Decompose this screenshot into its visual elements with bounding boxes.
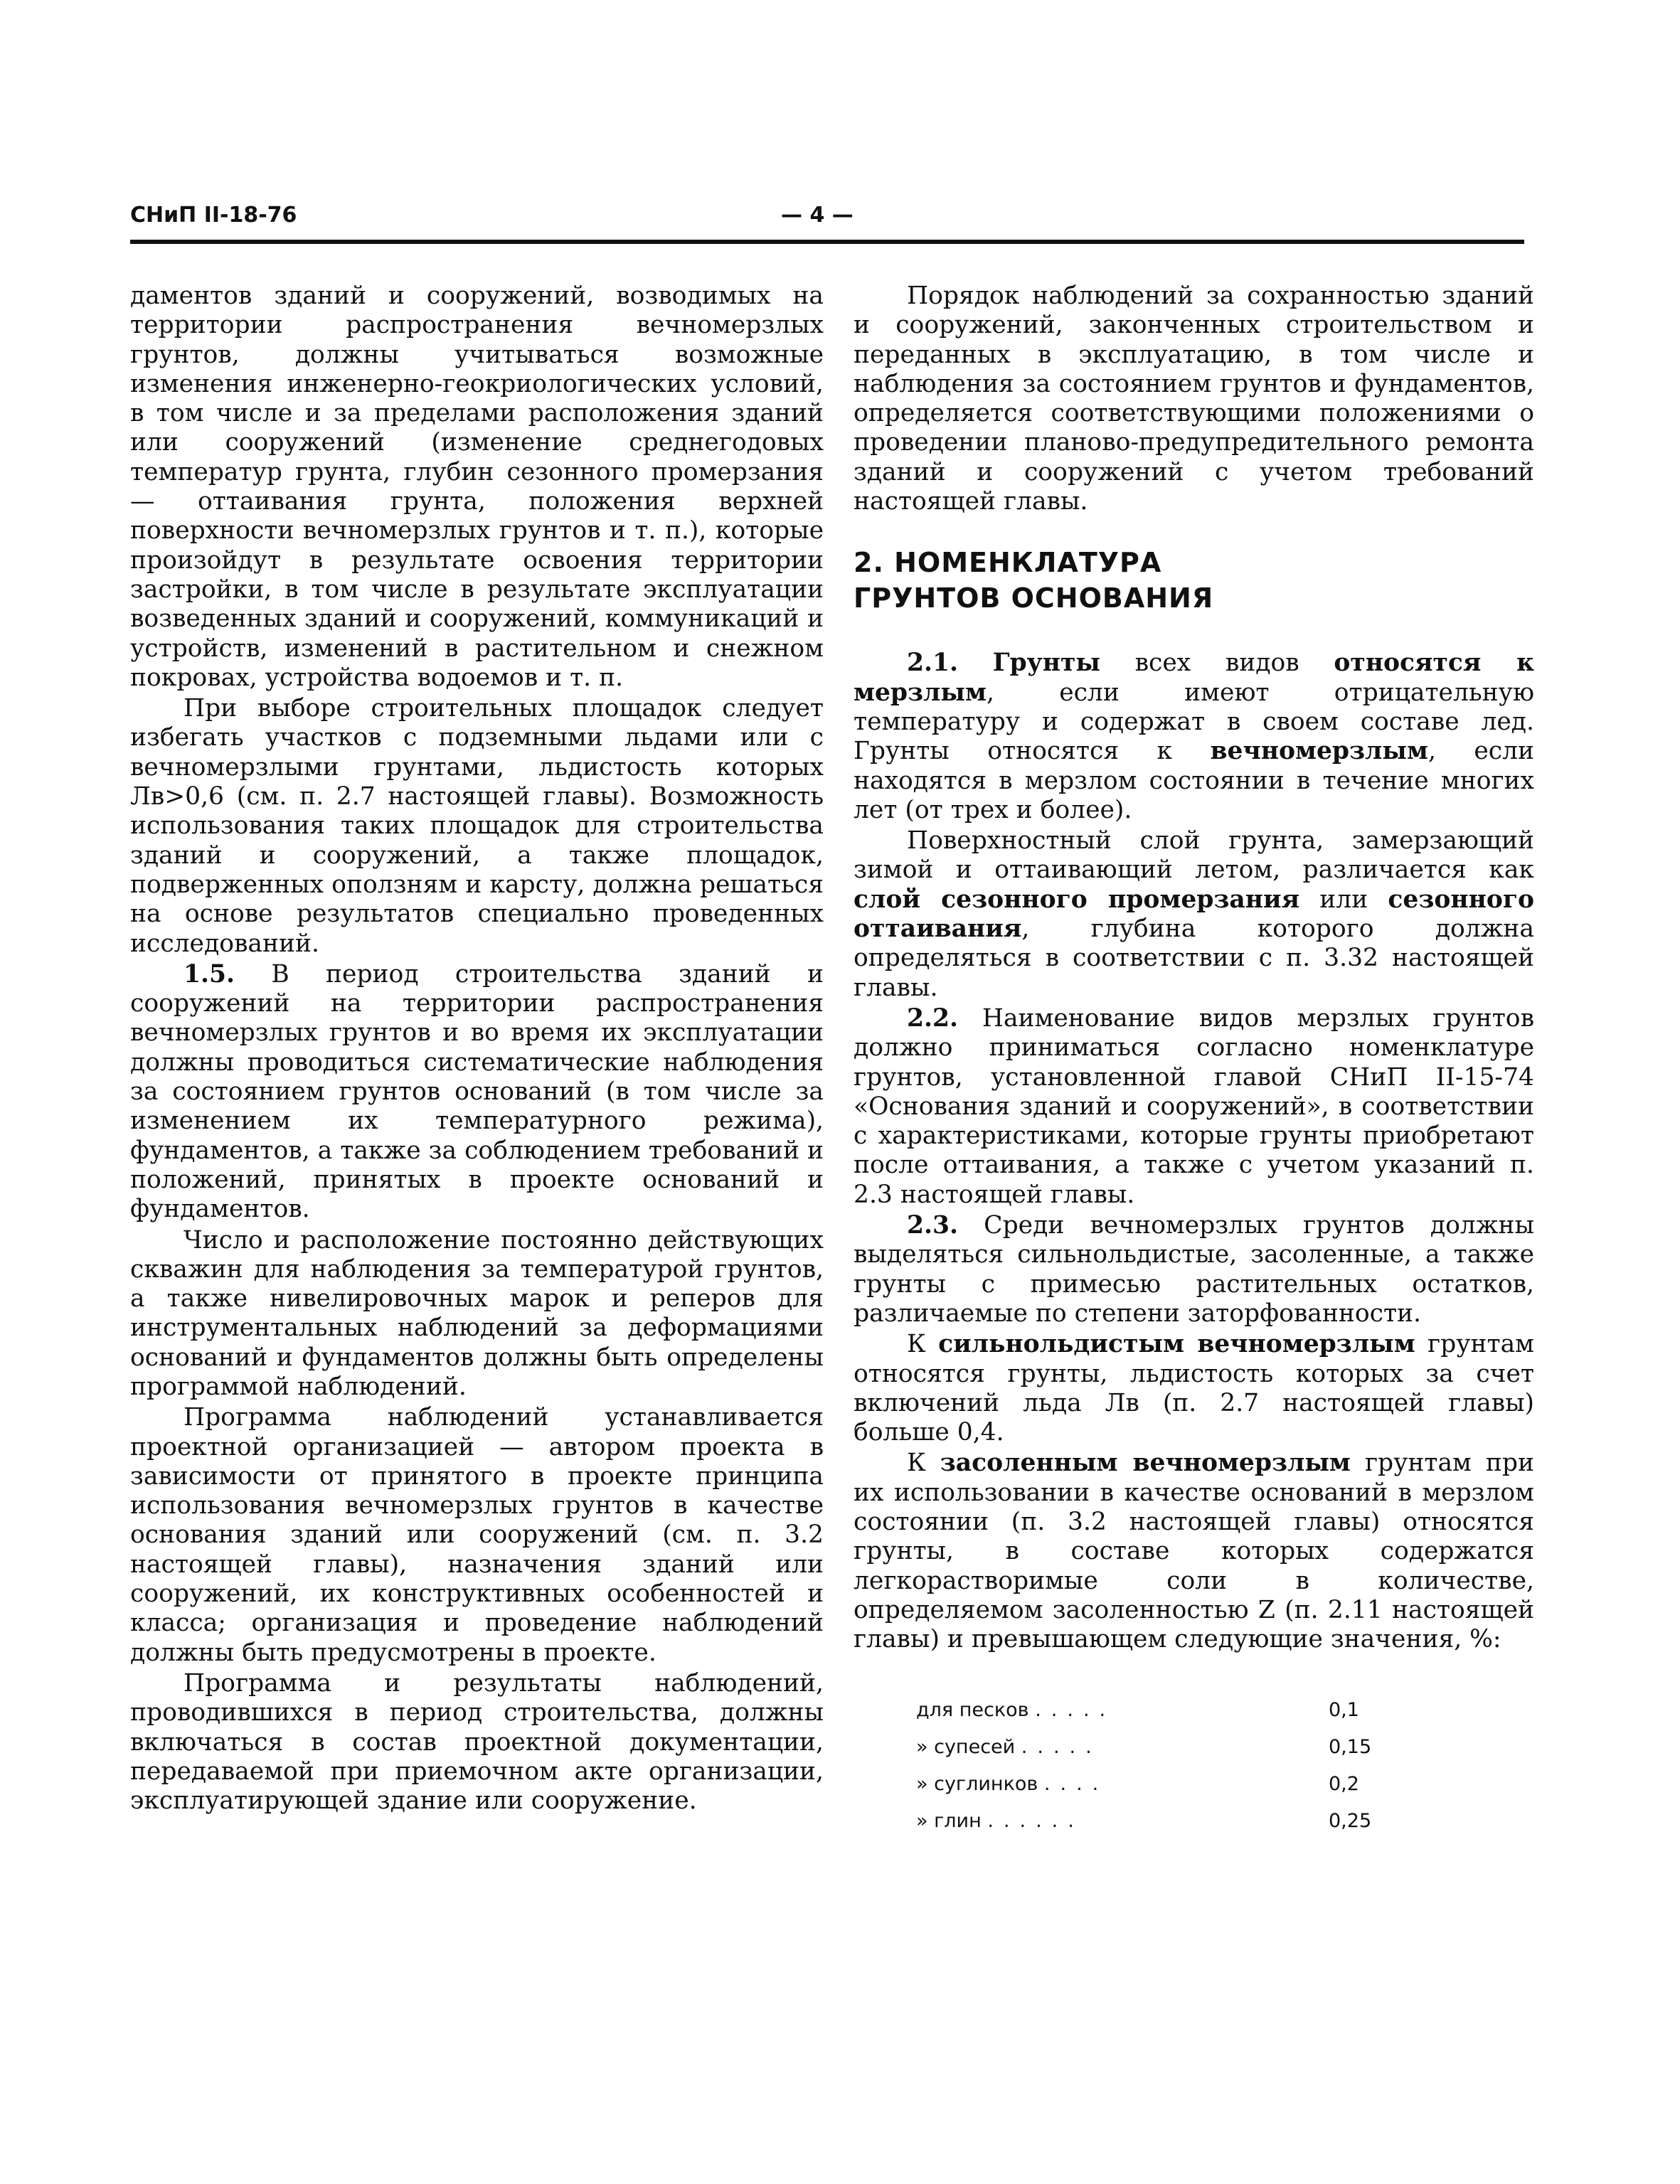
soil-name: » супесей [916,1735,1016,1758]
paragraph: При выборе строительных площадок следует избегать участков с подземными льдами или с вечномерзлыми грунтами, льдистость которых Лв>0,6 (см. п. 2.7 настоящей главы). Возможность использования таких площадок для строительства зданий и сооружений, а также площадок, подверженных оползням и карсту, должна решаться на основе результатов специально проведенных исследований. [130,694,824,958]
soil-name: » суглинков [916,1772,1038,1795]
paragraph [854,826,1534,1003]
text: всех видов [1100,649,1334,678]
salinity-value: 0,1 [1329,1698,1359,1721]
section-heading-line: ГРУНТОВ ОСНОВАНИЯ [854,582,1214,614]
paragraph: Порядок наблюдений за сохранностью зданий и сооружений, законченных строительством и переданных в эксплуатацию, в том числе и наблюдения за состоянием грунтов и фундаментов, определяется соответствующими положениями о проведении планово-предупредительного ремонта зданий и сооружений с учетом требований настоящей главы. [854,282,1534,516]
salinity-table [916,1691,1442,1839]
clause-number: 2.3. [907,1211,959,1240]
term: сильнольдистым вечномерзлым [938,1330,1415,1359]
leader-dots: ..... [1035,1698,1116,1721]
text: Среди вечномерзлых грунтов должны выделяться сильнольдистые, засоленные, а также грунты с примесью растительных остатков, различаемые по степени заторфованности. [854,1211,1534,1328]
page-header [130,203,1524,245]
text: , если находятся в мерзлом состоянии в течение многих лет (от трех и более). [854,737,1535,824]
term: засоленным вечномерзлым [940,1449,1351,1478]
leader-dots: ...... [987,1809,1084,1832]
paragraph: Программа и результаты наблюдений, проводившихся в период строительства, должны включаться в состав проектной документации, передаваемой при приемочном акте организации, эксплуатирующей здание или сооружение. [130,1668,824,1816]
salinity-value: 0,2 [1329,1772,1359,1795]
paragraph-2-3 [854,1211,1534,1328]
header-rule [130,240,1524,244]
paragraph: даментов зданий и сооружений, возводимых на территории распространения вечномерзлых грунтов, должны учитываться возможные изменения инженерно-геокриологических условий, в том числе и за пределами расположения зданий или сооружений (изменение среднегодовых температур грунта, глубин сезонного промерзания — оттаивания грунта, положения верхней поверхности вечномерзлых грунтов и т. п.), которые произойдут в результате освоения территории застройки, в том числе в результате эксплуатации возведенных зданий и сооружений, коммуникаций и устройств, изменений в растительном и снежном покровах, устройства водоемов и т. п. [130,282,824,692]
paragraph-text: В период строительства зданий и сооружений на территории распространения вечномерзлых грунтов и во время их эксплуатации должны проводиться систематические наблюдения за состоянием грунтов оснований (в том числе за изменением их температурного режима), фундаментов, а также за соблюдением требований и положений, принятых в проекте оснований и фундаментов. [130,959,824,1224]
text: Наименование видов мерзлых грунтов должно приниматься согласно номенклатуре грунтов, установленной главой СНиП II-15-74 «Основания зданий и сооружений», в соответствии с характеристиками, которые грунты приобретают после оттаивания, а также с учетом указаний п. 2.3 настоящей главы. [854,1003,1534,1209]
page-number: — 4 — [781,203,854,228]
table-row [916,1802,1442,1839]
paragraph: Число и расположение постоянно действующих скважин для наблюдения за температурой грунтов, а также нивелировочных марок и реперов для инструментальных наблюдений за деформациями оснований и фундаментов должны быть определены программой наблюдений. [130,1225,824,1401]
text: К [907,1330,939,1359]
text: Поверхностный слой грунта, замерзающий зимой и оттаивающий летом, различается как [854,826,1534,885]
text: К [907,1449,940,1478]
salinity-value: 0,25 [1329,1809,1372,1832]
section-heading-line: 2. НОМЕНКЛАТУРА [854,547,1162,579]
soil-name: для песков [916,1698,1029,1721]
right-column [854,282,1534,1839]
term: вечномерзлым [1210,737,1428,766]
section-heading [854,545,1534,616]
table-row [916,1728,1442,1765]
text: грунтам относятся грунты, льдистость которых за счет включений льда Лв (п. 2.7 настоящей главы) больше 0,4. [854,1330,1534,1447]
term: Грунты [992,649,1100,678]
term: слой сезонного промерзания [854,885,1300,914]
paragraph-2-2 [854,1004,1534,1210]
term: относятся к мерзлым [854,649,1534,707]
soil-label [916,1802,1307,1839]
clause-number: 2.2. [907,1003,959,1033]
soil-label [916,1691,1307,1728]
salinity-value: 0,15 [1329,1735,1372,1758]
text: , если имеют отрицательную температуру и содержат в своем составе лед. Грунты относятся к [854,678,1534,766]
table-row [916,1691,1442,1728]
soil-label [916,1765,1307,1802]
soil-label [916,1728,1307,1765]
text: , глубина которого должна определяться в соответствии с п. 3.32 настоящей главы. [854,915,1534,1002]
term: сезонного оттаивания [854,885,1535,944]
paragraph [854,1449,1534,1654]
text: или [1299,885,1388,914]
paragraph-1-5 [130,960,824,1225]
table-row [916,1765,1442,1802]
left-column [130,282,824,1816]
leader-dots: ..... [1021,1735,1102,1758]
clause-number: 2.1. [907,649,959,678]
paragraph-2-1 [854,649,1534,825]
document-code: СНиП II-18-76 [130,203,297,228]
paragraph: Программа наблюдений устанавливается проектной организацией — автором проекта в зависимости от принятого в проекте принципа использования вечномерзлых грунтов в качестве основания зданий или сооружений (см. п. 3.2 настоящей главы), назначения зданий или сооружений, их конструктивных особенностей и класса; организация и проведение наблюдений должны быть предусмотрены в проекте. [130,1403,824,1667]
text: грунтам при их использовании в качестве оснований в мерзлом состоянии (п. 3.2 настоящей главы) относятся грунты, в составе которых содержатся легкорастворимые соли в количестве, определяемом засоленностью Z (п. 2.11 настоящей главы) и превышающем следующие значения, %: [854,1449,1534,1654]
leader-dots: .... [1043,1772,1109,1795]
clause-number: 1.5. [184,959,235,989]
paragraph [854,1330,1534,1447]
soil-name: » глин [916,1809,982,1832]
